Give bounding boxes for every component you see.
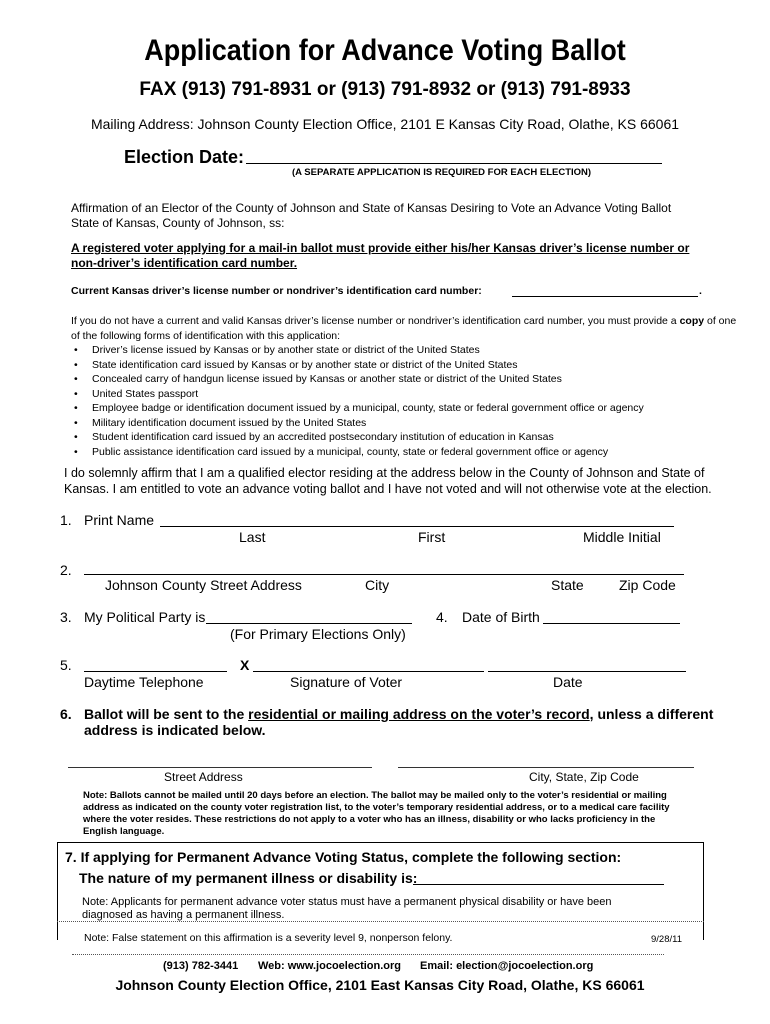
- license-requirement-line-1: A registered voter applying for a mail-in ballot must provide either his/her Kansas driver’s license number or: [71, 241, 690, 255]
- no-license-instructions-line-2: of the following forms of identification with this application:: [71, 330, 341, 342]
- q4-number: 4.: [436, 609, 448, 625]
- political-party-label: My Political Party is: [84, 609, 206, 625]
- ballot-note-line-2: address as indicated on the county voter registration list, to the voter’s temporary residential address, or to a medical care facility: [83, 802, 670, 813]
- list-item: • Military identification document issued by the United States: [71, 416, 644, 431]
- list-item: • Student identification card issued by an accredited postsecondary institution of education in Kansas: [71, 430, 644, 445]
- alt-city-state-zip-field[interactable]: [398, 767, 694, 768]
- signature-x-mark: X: [240, 657, 250, 673]
- ballot-note-line-1: Note: Ballots cannot be mailed until 20 days before an election. The ballot may be mailed only to the voter’s residential or mailing: [83, 790, 667, 801]
- footer-website[interactable]: Web: www.jocoelection.org: [258, 960, 402, 972]
- primary-elections-caption: (For Primary Elections Only): [230, 626, 406, 642]
- illness-label: The nature of my permanent illness or disability is:: [79, 870, 418, 886]
- q5-number: 5.: [60, 657, 72, 673]
- footer-divider: [72, 954, 664, 955]
- oath-line-1: I do solemnly affirm that I am a qualified elector residing at the address below in the County of Johnson and State of: [64, 466, 705, 480]
- alt-street-address-caption: Street Address: [164, 770, 243, 784]
- license-number-field[interactable]: [512, 296, 698, 297]
- middle-initial-caption: Middle Initial: [583, 529, 661, 545]
- list-item: • Driver’s license issued by Kansas or by another state or district of the United States: [71, 343, 644, 358]
- list-item: • Employee badge or identification document issued by a municipal, county, state or federal government office or agency: [71, 401, 644, 416]
- signature-caption: Signature of Voter: [290, 674, 403, 690]
- section-divider: [57, 921, 704, 922]
- daytime-telephone-caption: Daytime Telephone: [84, 674, 204, 690]
- q6-text-b: , unless a different: [589, 706, 714, 722]
- city-caption: City: [365, 577, 390, 593]
- date-caption: Date: [553, 674, 583, 690]
- political-party-field[interactable]: [206, 623, 412, 624]
- q3-number: 3.: [60, 609, 72, 625]
- q6-text-a: Ballot will be sent to the: [84, 706, 249, 722]
- q7-heading: 7. If applying for Permanent Advance Voting Status, complete the following section:: [65, 849, 622, 865]
- fax-numbers: FAX (913) 791-8931 or (913) 791-8932 or (913) 791-8933: [139, 79, 631, 100]
- no-license-text-a: If you do not have a current and valid Kansas driver’s license number or nondriver’s identification card number, you must provide a: [71, 315, 680, 327]
- state-caption: State: [551, 577, 584, 593]
- ballot-note-line-4: English language.: [83, 826, 165, 837]
- q6-number: 6.: [60, 706, 72, 722]
- signature-field[interactable]: [253, 671, 484, 672]
- footer-phone: (913) 782-3441: [163, 960, 239, 972]
- separate-application-note: (A SEPARATE APPLICATION IS REQUIRED FOR EACH ELECTION): [292, 167, 592, 178]
- license-requirement-line-2: non-driver’s identification card number.: [71, 256, 298, 270]
- ballot-note-line-3: where the voter resides. These restrictions do not apply to a voter who has an illness, disability or who lacks proficiency in the: [83, 814, 656, 825]
- zip-code-caption: Zip Code: [619, 577, 676, 593]
- signature-date-field[interactable]: [488, 671, 686, 672]
- alt-city-state-zip-caption: City, State, Zip Code: [529, 770, 639, 784]
- mailing-address: Mailing Address: Johnson County Election Office, 2101 E Kansas City Road, Olathe, KS 66061: [90, 116, 680, 132]
- last-name-caption: Last: [239, 529, 266, 545]
- q6-text-line-2: address is indicated below.: [84, 722, 266, 738]
- date-of-birth-label: Date of Birth: [462, 609, 540, 625]
- oath-line-2: Kansas. I am entitled to vote an advance voting ballot and I have not voted and will not otherwise vote at the election.: [64, 482, 712, 496]
- illness-field[interactable]: [413, 884, 664, 885]
- list-item: • Concealed carry of handgun license issued by Kansas or another state or district of the United States: [71, 372, 644, 387]
- id-forms-list: [71, 343, 644, 459]
- copy-emphasis: copy: [679, 315, 705, 327]
- affirmation-line-2: State of Kansas, County of Johnson, ss:: [71, 216, 285, 230]
- first-name-caption: First: [418, 529, 446, 545]
- no-license-instructions: [71, 315, 736, 327]
- q6-text-line-1: [84, 706, 713, 722]
- list-item: • State identification card issued by Kansas or by another state or district of the United States: [71, 358, 644, 373]
- print-name-label: Print Name: [84, 512, 155, 528]
- false-statement-note: Note: False statement on this affirmation is a severity level 9, nonperson felony.: [84, 932, 453, 944]
- q2-number: 2.: [60, 562, 72, 578]
- no-license-text-b: of one: [704, 315, 737, 327]
- street-address-field[interactable]: [84, 574, 684, 575]
- list-item: • Public assistance identification card issued by a municipal, county, state or federal government office or agency: [71, 445, 644, 460]
- form-title: Application for Advance Voting Ballot: [144, 34, 626, 67]
- list-item: • United States passport: [71, 387, 644, 402]
- footer-email[interactable]: Email: election@jocoelection.org: [420, 960, 594, 972]
- form-version-date: 9/28/11: [651, 934, 682, 945]
- footer-office-address: Johnson County Election Office, 2101 East Kansas City Road, Olathe, KS 66061: [115, 977, 645, 993]
- q6-underlined-text: residential or mailing address on the voter’s record: [248, 706, 590, 722]
- license-number-label: Current Kansas driver’s license number or nondriver’s identification card number:: [71, 285, 482, 297]
- affirmation-line-1: Affirmation of an Elector of the County of Johnson and State of Kansas Desiring to Vote an Advance Voting Ballot: [71, 201, 672, 215]
- alt-street-address-field[interactable]: [68, 767, 372, 768]
- street-address-caption: Johnson County Street Address: [105, 577, 302, 593]
- daytime-telephone-field[interactable]: [84, 671, 227, 672]
- date-of-birth-field[interactable]: [543, 623, 680, 624]
- election-date-label: Election Date:: [124, 147, 245, 167]
- permanent-status-note-line-1: Note: Applicants for permanent advance voter status must have a permanent physical disability or have been: [82, 896, 612, 908]
- license-period: .: [699, 285, 702, 297]
- election-date-field[interactable]: [246, 163, 662, 164]
- print-name-field[interactable]: [160, 526, 674, 527]
- q1-number: 1.: [60, 512, 72, 528]
- ballot-mailing-note: [83, 790, 698, 838]
- permanent-status-note-line-2: diagnosed as having a permanent illness.: [82, 909, 285, 921]
